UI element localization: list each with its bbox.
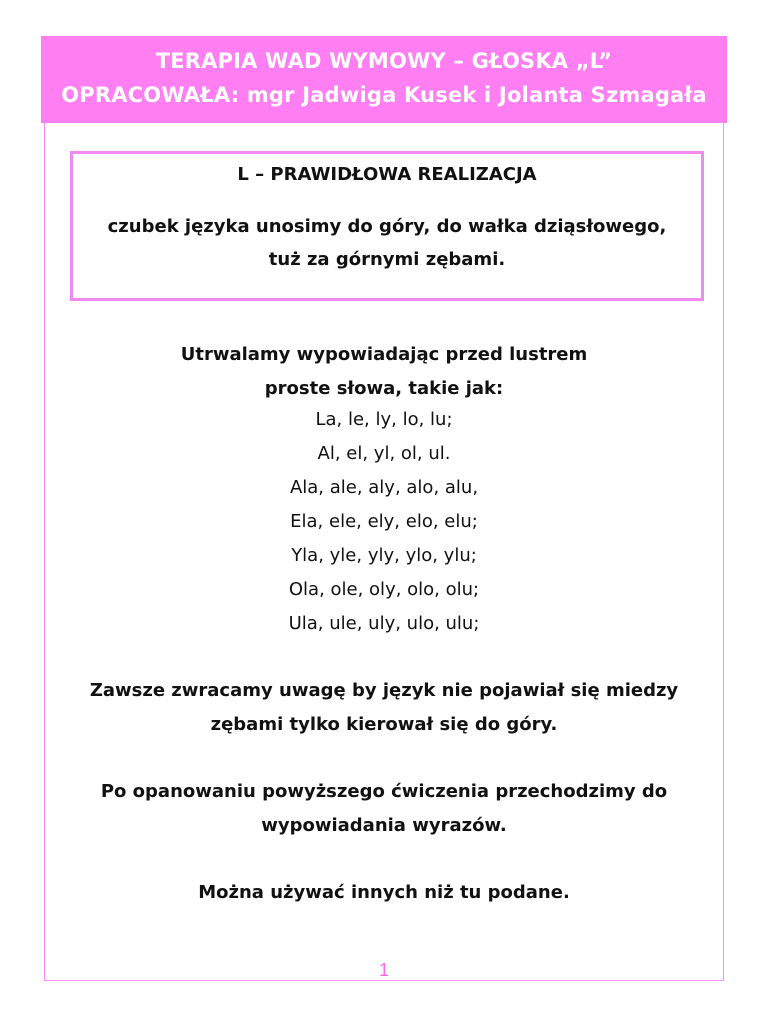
note1-line-1: Zawsze zwracamy uwagę by język nie pojawiał się miedzy xyxy=(89,680,679,701)
rule-line-1: czubek języka unosimy do góry, do wałka dziąsłowego, xyxy=(107,216,667,237)
other-words-note xyxy=(44,876,724,910)
syllable-line: Ela, ele, ely, elo, elu; xyxy=(290,511,478,532)
note1-line-2: zębami tylko kierował się do góry. xyxy=(210,714,558,735)
rule-title: L – PRAWIDŁOWA REALIZACJA xyxy=(237,164,537,185)
document-header xyxy=(41,36,727,123)
page-number: 1 xyxy=(378,960,389,980)
syllable-line: Ola, ole, oly, olo, olu; xyxy=(288,579,480,600)
document-authors: OPRACOWAŁA: mgr Jadwiga Kusek i Jolanta Szmagała xyxy=(61,83,707,107)
tongue-position-note xyxy=(44,674,724,742)
intro-line-2: proste słowa, takie jak: xyxy=(264,378,504,399)
correct-articulation-box xyxy=(70,151,704,301)
syllable-line: Ula, ule, uly, ulo, ulu; xyxy=(288,613,480,634)
document-title: TERAPIA WAD WYMOWY – GŁOSKA „L” xyxy=(155,49,613,73)
next-step-note xyxy=(44,775,724,843)
note2-line-1: Po opanowaniu powyższego ćwiczenia przechodzimy do xyxy=(100,781,668,802)
syllable-line: La, le, ly, lo, lu; xyxy=(315,409,453,430)
syllable-line: Al, el, yl, ol, ul. xyxy=(317,443,451,464)
intro-text xyxy=(44,338,724,406)
syllable-line: Yla, yle, yly, ylo, ylu; xyxy=(291,545,477,566)
rule-line-2: tuż za górnymi zębami. xyxy=(268,249,506,270)
note2-line-2: wypowiadania wyrazów. xyxy=(261,815,507,836)
note3-line: Można używać innych niż tu podane. xyxy=(198,882,570,903)
rule-description xyxy=(73,210,701,276)
intro-line-1: Utrwalamy wypowiadając przed lustrem xyxy=(180,344,588,365)
syllable-list xyxy=(44,403,724,641)
syllable-line: Ala, ale, aly, alo, alu, xyxy=(289,477,479,498)
